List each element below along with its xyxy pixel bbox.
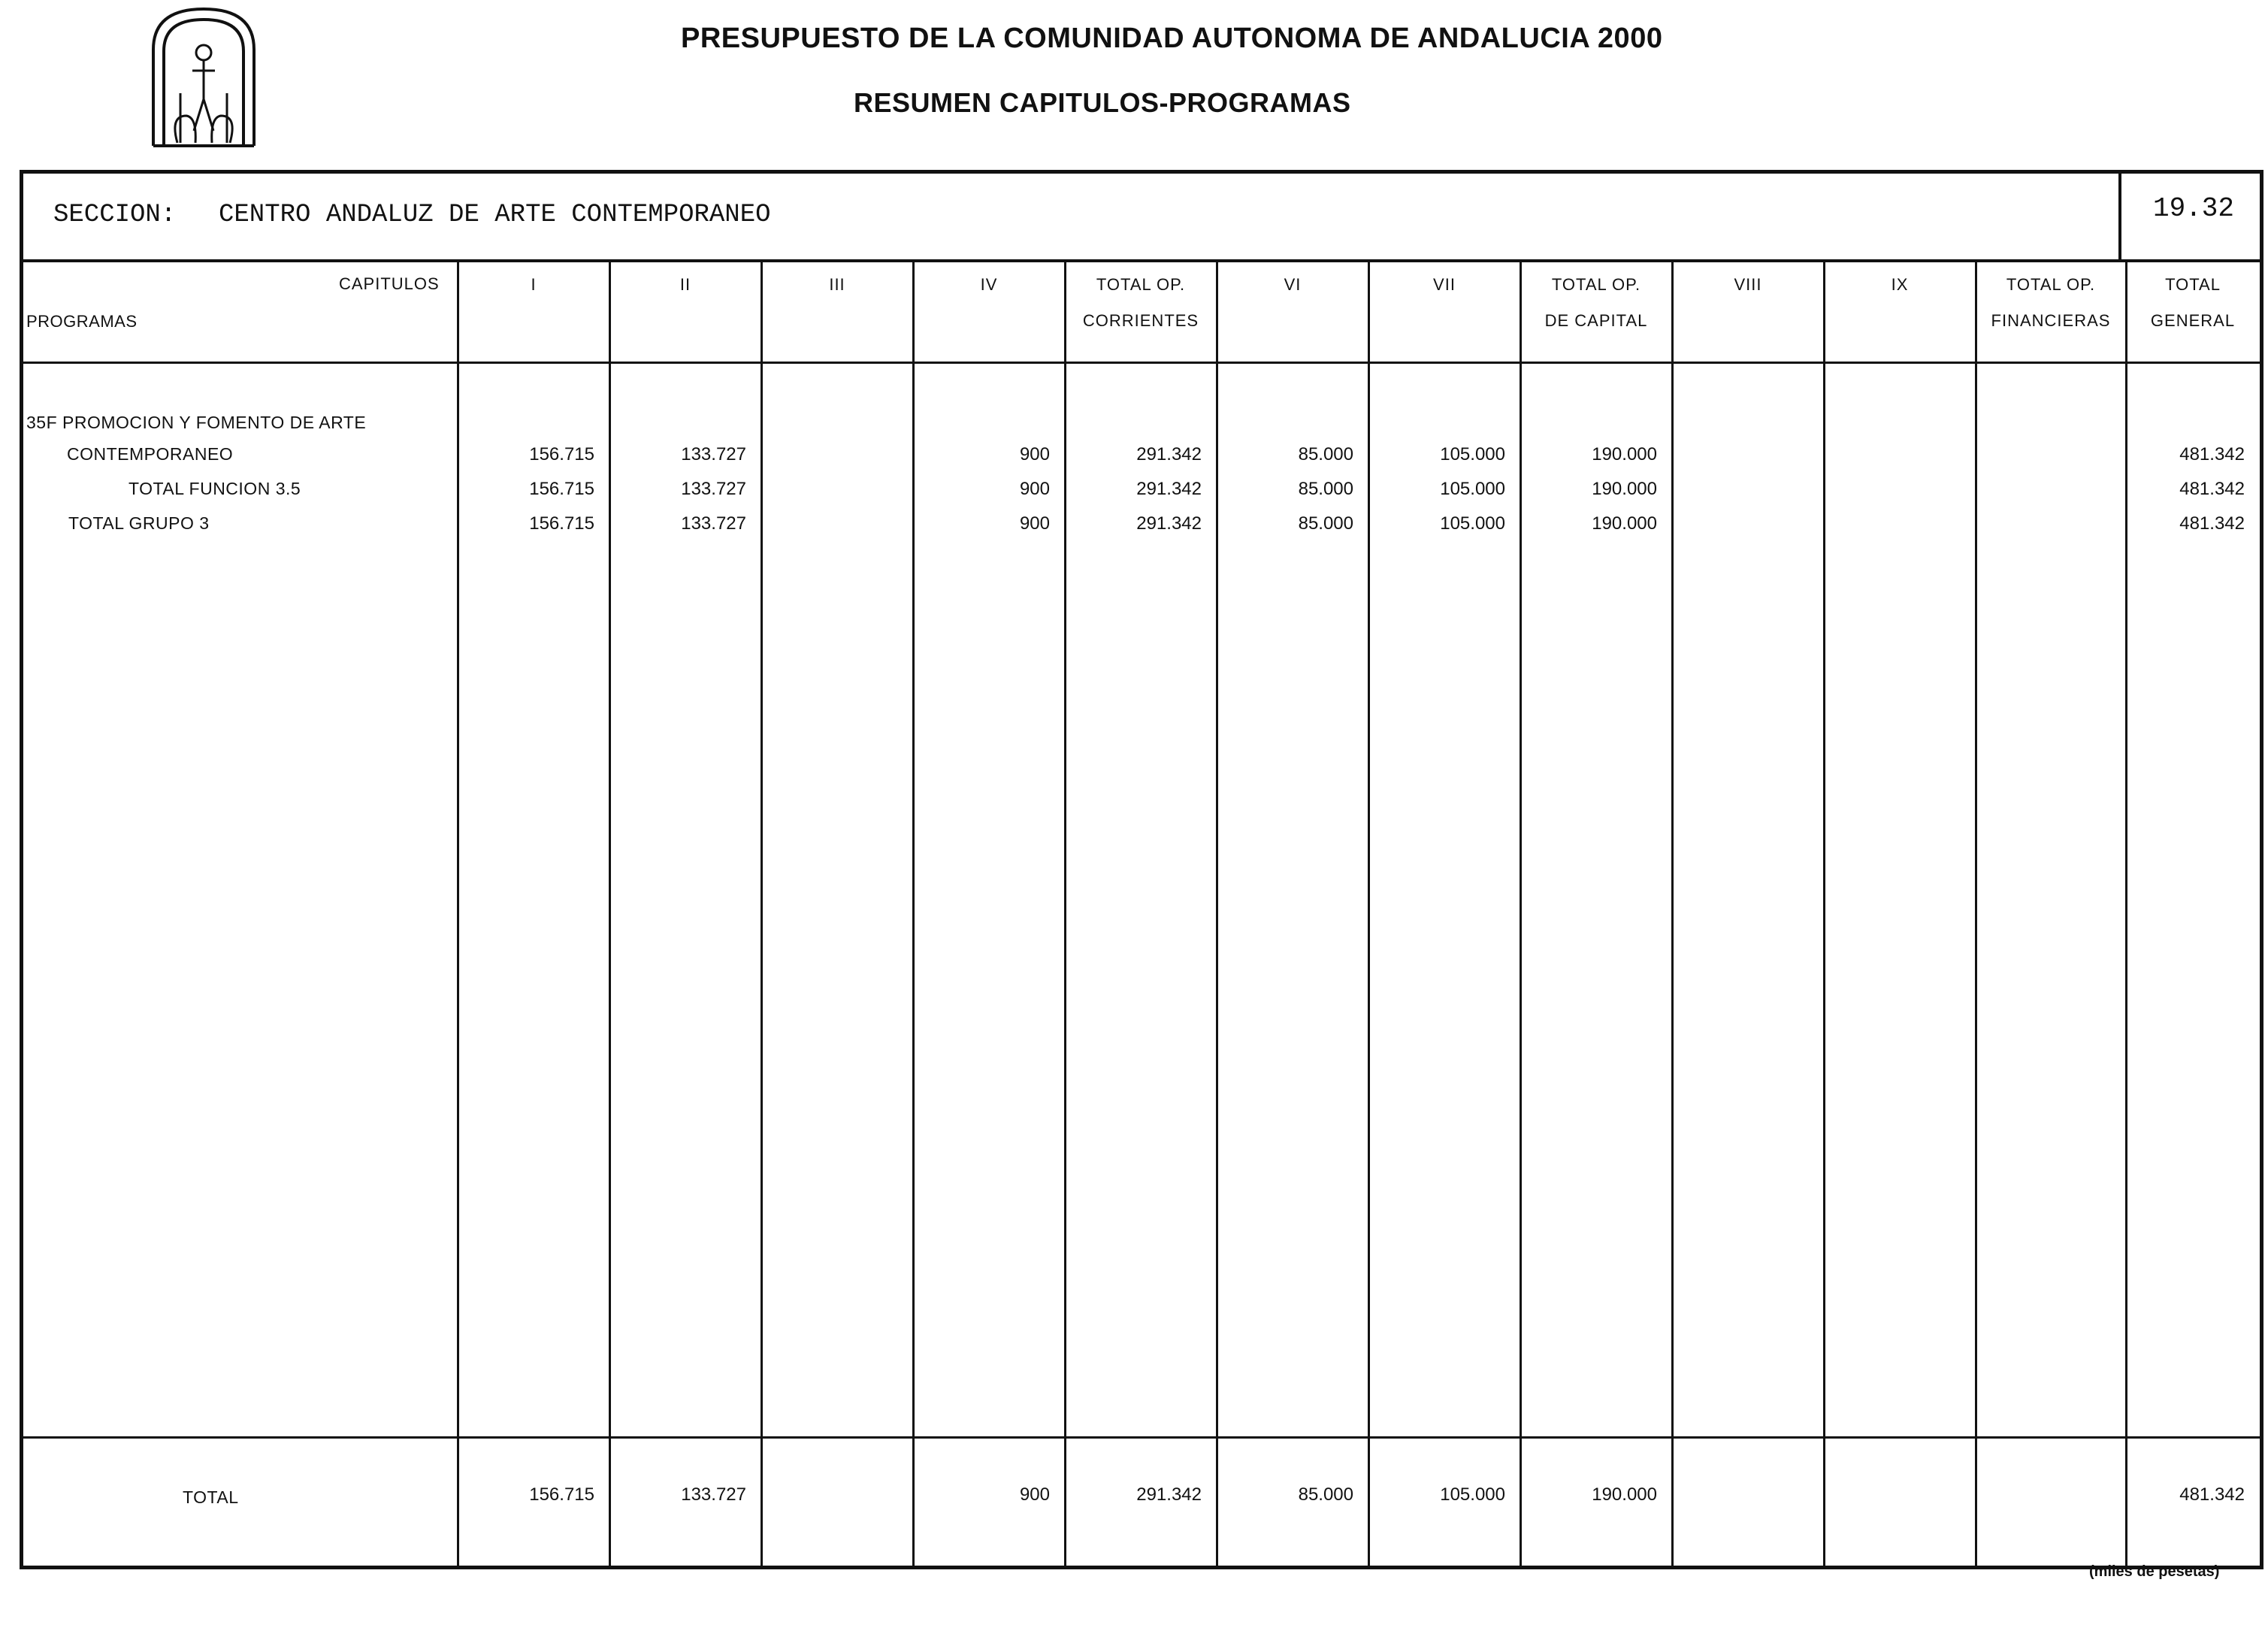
budget-table-frame bbox=[20, 170, 2263, 1569]
column-header: TOTAL OP. bbox=[1096, 275, 1186, 294]
column-header: TOTAL OP. bbox=[2006, 275, 2096, 294]
section-label: SECCION: bbox=[53, 201, 177, 229]
row-label: TOTAL GRUPO 3 bbox=[68, 513, 210, 533]
header-capitulos: CAPITULOS bbox=[339, 274, 440, 293]
row-label: CONTEMPORANEO bbox=[67, 444, 234, 464]
header-programas: PROGRAMAS bbox=[26, 312, 138, 331]
total-row-label: TOTAL bbox=[183, 1487, 239, 1507]
column-header: IV bbox=[980, 275, 998, 294]
document-subtitle: RESUMEN CAPITULOS-PROGRAMAS bbox=[854, 87, 1351, 118]
table-cell: 156.715 bbox=[529, 479, 594, 499]
total-cell: 481.342 bbox=[2179, 1484, 2245, 1505]
table-cell: 291.342 bbox=[1136, 513, 1202, 534]
program-heading: 35F PROMOCION Y FOMENTO DE ARTE bbox=[26, 413, 367, 432]
table-cell: 900 bbox=[1019, 513, 1050, 534]
table-cell: 481.342 bbox=[2179, 513, 2245, 534]
table-cell: 156.715 bbox=[529, 444, 594, 464]
table-cell: 133.727 bbox=[681, 513, 746, 534]
table-cell: 190.000 bbox=[1592, 513, 1657, 534]
total-cell: 133.727 bbox=[681, 1484, 746, 1505]
column-header: IX bbox=[1891, 275, 1909, 294]
table-cell: 291.342 bbox=[1136, 479, 1202, 499]
table-cell: 85.000 bbox=[1298, 513, 1353, 534]
column-header: GENERAL bbox=[2150, 311, 2236, 330]
total-cell: 291.342 bbox=[1136, 1484, 1202, 1505]
total-cell: 156.715 bbox=[529, 1484, 594, 1505]
table-cell: 481.342 bbox=[2179, 479, 2245, 499]
units-note: (miles de pesetas) bbox=[2089, 1563, 2220, 1580]
table-cell: 105.000 bbox=[1440, 479, 1505, 499]
table-cell: 291.342 bbox=[1136, 444, 1202, 464]
table-cell: 133.727 bbox=[681, 479, 746, 499]
table-cell: 481.342 bbox=[2179, 444, 2245, 464]
column-header: VIII bbox=[1734, 275, 1762, 294]
column-divider bbox=[1671, 262, 1674, 1566]
coat-of-arms-icon bbox=[147, 3, 260, 150]
header-divider bbox=[23, 362, 2260, 364]
table-cell: 105.000 bbox=[1440, 513, 1505, 534]
column-divider bbox=[1975, 262, 1977, 1566]
table-cell: 190.000 bbox=[1592, 479, 1657, 499]
column-header: DE CAPITAL bbox=[1544, 311, 1648, 330]
column-divider bbox=[1823, 262, 1825, 1566]
table-cell: 156.715 bbox=[529, 513, 594, 534]
table-cell: 85.000 bbox=[1298, 479, 1353, 499]
total-cell: 105.000 bbox=[1440, 1484, 1505, 1505]
column-header: I bbox=[531, 275, 537, 294]
column-header: II bbox=[679, 275, 691, 294]
document-title: PRESUPUESTO DE LA COMUNIDAD AUTONOMA DE ANDALUCIA 2000 bbox=[681, 23, 1663, 54]
total-cell: 85.000 bbox=[1298, 1484, 1353, 1505]
total-cell: 190.000 bbox=[1592, 1484, 1657, 1505]
table-cell: 133.727 bbox=[681, 444, 746, 464]
section-code: 19.32 bbox=[2152, 193, 2234, 224]
row-label: TOTAL FUNCION 3.5 bbox=[129, 479, 301, 498]
section-name: CENTRO ANDALUZ DE ARTE CONTEMPORANEO bbox=[219, 201, 771, 229]
column-header: TOTAL OP. bbox=[1551, 275, 1641, 294]
table-cell: 190.000 bbox=[1592, 444, 1657, 464]
section-bar bbox=[23, 174, 2260, 262]
table-cell: 900 bbox=[1019, 479, 1050, 499]
column-header: FINANCIERAS bbox=[1991, 311, 2111, 330]
total-cell: 900 bbox=[1019, 1484, 1050, 1505]
section-divider bbox=[2118, 174, 2121, 259]
column-header: VI bbox=[1284, 275, 1302, 294]
total-divider bbox=[23, 1436, 2260, 1439]
table-cell: 85.000 bbox=[1298, 444, 1353, 464]
column-header: TOTAL bbox=[2165, 275, 2221, 294]
table-cell: 900 bbox=[1019, 444, 1050, 464]
column-header: VII bbox=[1433, 275, 1456, 294]
column-header: CORRIENTES bbox=[1082, 311, 1199, 330]
column-divider bbox=[761, 262, 763, 1566]
table-cell: 105.000 bbox=[1440, 444, 1505, 464]
column-header: III bbox=[829, 275, 845, 294]
